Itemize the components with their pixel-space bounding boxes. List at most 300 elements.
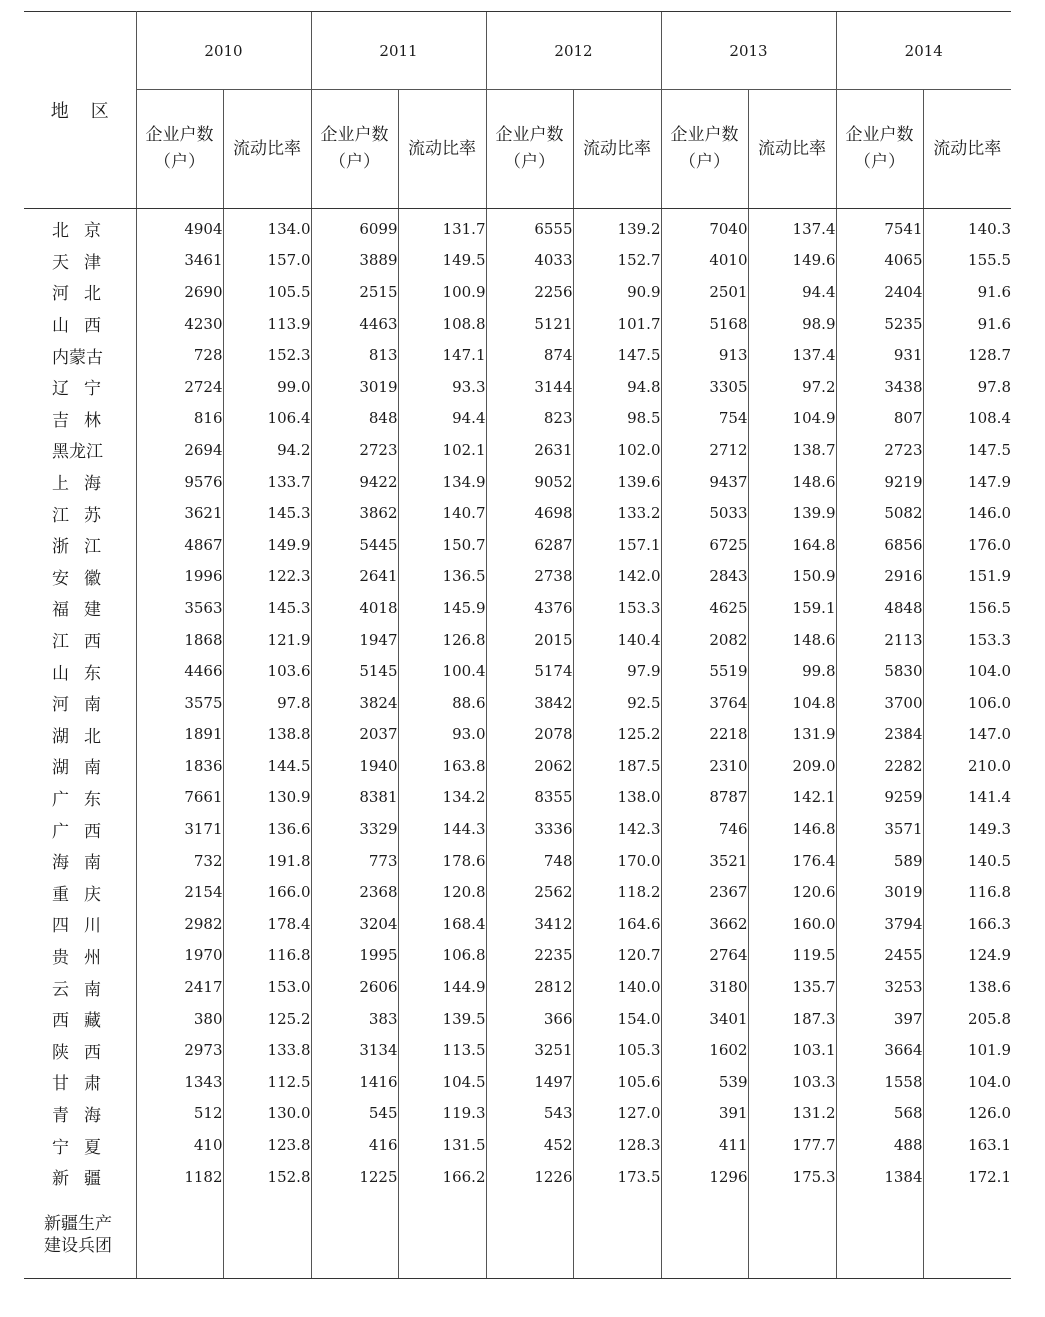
current-ratio-cell: 135.7	[748, 971, 836, 1003]
region-cell: 吉林	[24, 403, 136, 435]
enterprise-count-cell: 8355	[486, 782, 573, 814]
current-ratio-cell: 133.7	[223, 466, 311, 498]
current-ratio-header: 流动比率	[573, 90, 661, 209]
enterprise-count-cell: 1296	[661, 1161, 748, 1193]
enterprise-count-cell: 2723	[836, 434, 923, 466]
enterprise-count-cell: 913	[661, 339, 748, 371]
current-ratio-cell: 90.9	[573, 276, 661, 308]
enterprise-count-cell: 2501	[661, 276, 748, 308]
current-ratio-cell: 113.5	[398, 1034, 486, 1066]
current-ratio-cell: 144.9	[398, 971, 486, 1003]
enterprise-count-cell: 2235	[486, 940, 573, 972]
table-row	[24, 971, 1011, 1003]
enterprise-count-cell: 3204	[311, 908, 398, 940]
enterprise-count-cell: 4625	[661, 592, 748, 624]
enterprise-count-cell: 823	[486, 403, 573, 435]
enterprise-count-cell: 3664	[836, 1034, 923, 1066]
current-ratio-cell: 209.0	[748, 750, 836, 782]
current-ratio-cell: 105.6	[573, 1066, 661, 1098]
table-row	[24, 876, 1011, 908]
enterprise-count-cell: 2738	[486, 561, 573, 593]
current-ratio-cell: 156.5	[923, 592, 1011, 624]
enterprise-count-cell: 5235	[836, 308, 923, 340]
current-ratio-cell: 120.6	[748, 876, 836, 908]
region-cell: 上海	[24, 466, 136, 498]
current-ratio-cell: 172.1	[923, 1161, 1011, 1193]
enterprise-count-cell: 3019	[311, 371, 398, 403]
current-ratio-cell: 92.5	[573, 687, 661, 719]
enterprise-count-cell: 1602	[661, 1034, 748, 1066]
enterprise-count-cell: 3461	[136, 245, 223, 277]
current-ratio-cell: 142.3	[573, 813, 661, 845]
year-header: 2013	[661, 12, 836, 90]
enterprise-count-cell: 807	[836, 403, 923, 435]
sub-header-row	[24, 90, 1011, 209]
current-ratio-cell: 147.0	[923, 719, 1011, 751]
enterprise-count-cell: 1416	[311, 1066, 398, 1098]
enterprise-count-cell: 1343	[136, 1066, 223, 1098]
year-header: 2011	[311, 12, 486, 90]
enterprise-count-header: 企业户数 （户）	[136, 90, 223, 209]
enterprise-count-cell: 5445	[311, 529, 398, 561]
region-cell: 重庆	[24, 876, 136, 908]
current-ratio-cell: 149.5	[398, 245, 486, 277]
current-ratio-cell: 152.7	[573, 245, 661, 277]
current-ratio-cell: 126.0	[923, 1098, 1011, 1130]
enterprise-count-cell: 1996	[136, 561, 223, 593]
value-cell	[223, 1192, 311, 1279]
current-ratio-cell: 88.6	[398, 687, 486, 719]
current-ratio-cell: 205.8	[923, 1003, 1011, 1035]
current-ratio-cell: 168.4	[398, 908, 486, 940]
value-cell	[573, 1192, 661, 1279]
current-ratio-cell: 139.5	[398, 1003, 486, 1035]
table-row	[24, 339, 1011, 371]
enterprise-count-cell: 754	[661, 403, 748, 435]
current-ratio-cell: 116.8	[223, 940, 311, 972]
enterprise-count-cell: 7541	[836, 209, 923, 245]
current-ratio-cell: 103.6	[223, 655, 311, 687]
enterprise-count-cell: 2562	[486, 876, 573, 908]
current-ratio-cell: 153.3	[573, 592, 661, 624]
current-ratio-cell: 146.8	[748, 813, 836, 845]
current-ratio-cell: 133.8	[223, 1034, 311, 1066]
region-cell: 河南	[24, 687, 136, 719]
current-ratio-cell: 140.7	[398, 497, 486, 529]
current-ratio-cell: 120.7	[573, 940, 661, 972]
current-ratio-cell: 101.9	[923, 1034, 1011, 1066]
enterprise-count-cell: 2812	[486, 971, 573, 1003]
current-ratio-cell: 177.7	[748, 1129, 836, 1161]
enterprise-count-cell: 732	[136, 845, 223, 877]
current-ratio-cell: 187.5	[573, 750, 661, 782]
current-ratio-cell: 138.6	[923, 971, 1011, 1003]
enterprise-count-cell: 848	[311, 403, 398, 435]
enterprise-count-cell: 2631	[486, 434, 573, 466]
current-ratio-cell: 145.3	[223, 497, 311, 529]
value-cell	[748, 1192, 836, 1279]
region-cell: 浙江	[24, 529, 136, 561]
table-row	[24, 719, 1011, 751]
enterprise-count-cell: 411	[661, 1129, 748, 1161]
table-row	[24, 1129, 1011, 1161]
enterprise-count-cell: 3412	[486, 908, 573, 940]
enterprise-count-cell: 2037	[311, 719, 398, 751]
current-ratio-cell: 166.2	[398, 1161, 486, 1193]
enterprise-count-cell: 5174	[486, 655, 573, 687]
current-ratio-cell: 126.8	[398, 624, 486, 656]
enterprise-count-cell: 5033	[661, 497, 748, 529]
region-cell: 天津	[24, 245, 136, 277]
enterprise-count-cell: 5145	[311, 655, 398, 687]
current-ratio-cell: 105.3	[573, 1034, 661, 1066]
enterprise-count-cell: 1868	[136, 624, 223, 656]
current-ratio-cell: 148.6	[748, 624, 836, 656]
enterprise-count-cell: 6856	[836, 529, 923, 561]
enterprise-count-cell: 9219	[836, 466, 923, 498]
current-ratio-cell: 160.0	[748, 908, 836, 940]
table-row	[24, 561, 1011, 593]
enterprise-count-cell: 2062	[486, 750, 573, 782]
enterprise-count-cell: 410	[136, 1129, 223, 1161]
table-row	[24, 655, 1011, 687]
enterprise-count-cell: 2694	[136, 434, 223, 466]
current-ratio-cell: 149.6	[748, 245, 836, 277]
enterprise-count-cell: 2367	[661, 876, 748, 908]
current-ratio-cell: 131.7	[398, 209, 486, 245]
current-ratio-cell: 140.4	[573, 624, 661, 656]
enterprise-count-cell: 6287	[486, 529, 573, 561]
enterprise-count-cell: 3134	[311, 1034, 398, 1066]
enterprise-count-cell: 3019	[836, 876, 923, 908]
enterprise-count-cell: 568	[836, 1098, 923, 1130]
enterprise-count-cell: 728	[136, 339, 223, 371]
enterprise-count-cell: 416	[311, 1129, 398, 1161]
current-ratio-cell: 112.5	[223, 1066, 311, 1098]
enterprise-count-cell: 2282	[836, 750, 923, 782]
current-ratio-cell: 178.4	[223, 908, 311, 940]
table-row	[24, 403, 1011, 435]
current-ratio-cell: 128.3	[573, 1129, 661, 1161]
current-ratio-cell: 166.3	[923, 908, 1011, 940]
table-row	[24, 371, 1011, 403]
enterprise-count-cell: 391	[661, 1098, 748, 1130]
current-ratio-cell: 106.0	[923, 687, 1011, 719]
enterprise-count-cell: 3563	[136, 592, 223, 624]
enterprise-count-cell: 4904	[136, 209, 223, 245]
enterprise-count-cell: 3251	[486, 1034, 573, 1066]
region-cell: 新疆	[24, 1161, 136, 1193]
current-ratio-cell: 100.9	[398, 276, 486, 308]
enterprise-count-cell: 2015	[486, 624, 573, 656]
enterprise-count-cell: 4376	[486, 592, 573, 624]
enterprise-count-cell: 452	[486, 1129, 573, 1161]
current-ratio-cell: 104.0	[923, 1066, 1011, 1098]
enterprise-count-cell: 4010	[661, 245, 748, 277]
current-ratio-cell: 144.3	[398, 813, 486, 845]
current-ratio-cell: 134.2	[398, 782, 486, 814]
enterprise-count-cell: 2515	[311, 276, 398, 308]
current-ratio-cell: 152.3	[223, 339, 311, 371]
enterprise-count-cell: 383	[311, 1003, 398, 1035]
table-row	[24, 592, 1011, 624]
current-ratio-cell: 140.3	[923, 209, 1011, 245]
region-cell: 河北	[24, 276, 136, 308]
enterprise-count-cell: 3305	[661, 371, 748, 403]
enterprise-count-cell: 816	[136, 403, 223, 435]
enterprise-count-header: 企业户数 （户）	[486, 90, 573, 209]
current-ratio-cell: 139.6	[573, 466, 661, 498]
table-row	[24, 782, 1011, 814]
enterprise-count-cell: 1947	[311, 624, 398, 656]
table-row	[24, 308, 1011, 340]
current-ratio-cell: 139.2	[573, 209, 661, 245]
enterprise-count-cell: 1384	[836, 1161, 923, 1193]
current-ratio-cell: 121.9	[223, 624, 311, 656]
current-ratio-cell: 127.0	[573, 1098, 661, 1130]
current-ratio-cell: 118.2	[573, 876, 661, 908]
enterprise-count-cell: 380	[136, 1003, 223, 1035]
enterprise-count-cell: 3842	[486, 687, 573, 719]
current-ratio-cell: 134.9	[398, 466, 486, 498]
enterprise-count-cell: 6099	[311, 209, 398, 245]
current-ratio-cell: 142.1	[748, 782, 836, 814]
current-ratio-cell: 144.5	[223, 750, 311, 782]
enterprise-count-cell: 2712	[661, 434, 748, 466]
current-ratio-cell: 137.4	[748, 339, 836, 371]
enterprise-count-cell: 1225	[311, 1161, 398, 1193]
enterprise-count-cell: 7661	[136, 782, 223, 814]
current-ratio-cell: 170.0	[573, 845, 661, 877]
region-cell: 青海	[24, 1098, 136, 1130]
current-ratio-cell: 128.7	[923, 339, 1011, 371]
enterprise-count-cell: 5121	[486, 308, 573, 340]
current-ratio-cell: 134.0	[223, 209, 311, 245]
region-cell: 北京	[24, 209, 136, 245]
current-ratio-cell: 133.2	[573, 497, 661, 529]
current-ratio-cell: 93.0	[398, 719, 486, 751]
enterprise-count-cell: 1940	[311, 750, 398, 782]
enterprise-count-cell: 3521	[661, 845, 748, 877]
table-row	[24, 245, 1011, 277]
current-ratio-cell: 97.9	[573, 655, 661, 687]
current-ratio-header: 流动比率	[398, 90, 486, 209]
enterprise-count-cell: 1995	[311, 940, 398, 972]
enterprise-count-cell: 512	[136, 1098, 223, 1130]
region-cell: 安徽	[24, 561, 136, 593]
enterprise-count-cell: 366	[486, 1003, 573, 1035]
table-row	[24, 1034, 1011, 1066]
table-row	[24, 466, 1011, 498]
current-ratio-cell: 106.4	[223, 403, 311, 435]
enterprise-count-cell: 2256	[486, 276, 573, 308]
enterprise-count-cell: 5082	[836, 497, 923, 529]
enterprise-count-cell: 1836	[136, 750, 223, 782]
current-ratio-cell: 142.0	[573, 561, 661, 593]
enterprise-count-cell: 2368	[311, 876, 398, 908]
table-row	[24, 434, 1011, 466]
enterprise-count-cell: 3438	[836, 371, 923, 403]
current-ratio-cell: 99.0	[223, 371, 311, 403]
enterprise-count-cell: 773	[311, 845, 398, 877]
enterprise-count-cell: 2690	[136, 276, 223, 308]
current-ratio-cell: 136.5	[398, 561, 486, 593]
current-ratio-cell: 157.0	[223, 245, 311, 277]
current-ratio-cell: 119.3	[398, 1098, 486, 1130]
enterprise-count-cell: 3575	[136, 687, 223, 719]
enterprise-count-cell: 2154	[136, 876, 223, 908]
region-cell: 贵州	[24, 940, 136, 972]
table-row	[24, 750, 1011, 782]
current-ratio-cell: 153.0	[223, 971, 311, 1003]
enterprise-count-cell: 1558	[836, 1066, 923, 1098]
enterprise-count-cell: 4867	[136, 529, 223, 561]
enterprise-count-cell: 2764	[661, 940, 748, 972]
current-ratio-cell: 154.0	[573, 1003, 661, 1035]
enterprise-count-cell: 4848	[836, 592, 923, 624]
enterprise-count-cell: 3253	[836, 971, 923, 1003]
current-ratio-cell: 149.3	[923, 813, 1011, 845]
current-ratio-cell: 113.9	[223, 308, 311, 340]
current-ratio-cell: 104.9	[748, 403, 836, 435]
enterprise-count-cell: 488	[836, 1129, 923, 1161]
table-row	[24, 276, 1011, 308]
enterprise-count-cell: 589	[836, 845, 923, 877]
enterprise-count-cell: 3144	[486, 371, 573, 403]
current-ratio-cell: 138.8	[223, 719, 311, 751]
enterprise-count-cell: 2641	[311, 561, 398, 593]
current-ratio-cell: 131.5	[398, 1129, 486, 1161]
current-ratio-header: 流动比率	[748, 90, 836, 209]
current-ratio-cell: 147.5	[923, 434, 1011, 466]
enterprise-count-cell: 748	[486, 845, 573, 877]
region-cell: 广西	[24, 813, 136, 845]
enterprise-count-header: 企业户数 （户）	[661, 90, 748, 209]
table-body	[24, 209, 1011, 1279]
enterprise-count-cell: 3824	[311, 687, 398, 719]
current-ratio-cell: 145.9	[398, 592, 486, 624]
current-ratio-cell: 191.8	[223, 845, 311, 877]
enterprise-count-cell: 3700	[836, 687, 923, 719]
current-ratio-header: 流动比率	[923, 90, 1011, 209]
enterprise-count-cell: 4018	[311, 592, 398, 624]
enterprise-count-cell: 8787	[661, 782, 748, 814]
current-ratio-cell: 99.8	[748, 655, 836, 687]
table-row	[24, 845, 1011, 877]
current-ratio-cell: 155.5	[923, 245, 1011, 277]
enterprise-count-cell: 6555	[486, 209, 573, 245]
enterprise-count-cell: 397	[836, 1003, 923, 1035]
value-cell	[661, 1192, 748, 1279]
enterprise-count-cell: 6725	[661, 529, 748, 561]
current-ratio-cell: 120.8	[398, 876, 486, 908]
table-row	[24, 1003, 1011, 1035]
current-ratio-cell: 125.2	[223, 1003, 311, 1035]
enterprise-count-cell: 2310	[661, 750, 748, 782]
enterprise-count-cell: 746	[661, 813, 748, 845]
current-ratio-cell: 94.8	[573, 371, 661, 403]
enterprise-count-cell: 1970	[136, 940, 223, 972]
value-cell	[923, 1192, 1011, 1279]
table-row	[24, 940, 1011, 972]
current-ratio-cell: 98.5	[573, 403, 661, 435]
region-cell: 山西	[24, 308, 136, 340]
current-ratio-cell: 91.6	[923, 308, 1011, 340]
enterprise-count-cell: 3329	[311, 813, 398, 845]
enterprise-count-cell: 2916	[836, 561, 923, 593]
current-ratio-cell: 98.9	[748, 308, 836, 340]
enterprise-count-cell: 539	[661, 1066, 748, 1098]
enterprise-count-cell: 9576	[136, 466, 223, 498]
enterprise-count-cell: 3862	[311, 497, 398, 529]
enterprise-count-cell: 9259	[836, 782, 923, 814]
current-ratio-cell: 123.8	[223, 1129, 311, 1161]
table-row	[24, 1098, 1011, 1130]
enterprise-count-cell: 4463	[311, 308, 398, 340]
enterprise-count-header: 企业户数 （户）	[836, 90, 923, 209]
enterprise-count-cell: 874	[486, 339, 573, 371]
value-cell	[486, 1192, 573, 1279]
current-ratio-cell: 104.8	[748, 687, 836, 719]
current-ratio-cell: 187.3	[748, 1003, 836, 1035]
current-ratio-cell: 97.8	[223, 687, 311, 719]
current-ratio-cell: 153.3	[923, 624, 1011, 656]
current-ratio-cell: 130.0	[223, 1098, 311, 1130]
region-cell: 陕西	[24, 1034, 136, 1066]
current-ratio-cell: 124.9	[923, 940, 1011, 972]
enterprise-count-cell: 3794	[836, 908, 923, 940]
enterprise-count-cell: 2723	[311, 434, 398, 466]
region-cell: 福建	[24, 592, 136, 624]
table-row	[24, 497, 1011, 529]
current-ratio-cell: 210.0	[923, 750, 1011, 782]
current-ratio-cell: 157.1	[573, 529, 661, 561]
region-cell: 云南	[24, 971, 136, 1003]
current-ratio-cell: 122.3	[223, 561, 311, 593]
enterprise-count-header: 企业户数 （户）	[311, 90, 398, 209]
enterprise-count-cell: 2982	[136, 908, 223, 940]
table-row	[24, 813, 1011, 845]
enterprise-count-cell: 3764	[661, 687, 748, 719]
current-ratio-cell: 94.4	[748, 276, 836, 308]
enterprise-count-cell: 2973	[136, 1034, 223, 1066]
enterprise-count-cell: 2113	[836, 624, 923, 656]
region-cell: 甘肃	[24, 1066, 136, 1098]
current-ratio-cell: 151.9	[923, 561, 1011, 593]
table-row	[24, 687, 1011, 719]
current-ratio-cell: 116.8	[923, 876, 1011, 908]
enterprise-count-cell: 1226	[486, 1161, 573, 1193]
current-ratio-cell: 140.0	[573, 971, 661, 1003]
current-ratio-cell: 141.4	[923, 782, 1011, 814]
current-ratio-cell: 101.7	[573, 308, 661, 340]
current-ratio-cell: 147.1	[398, 339, 486, 371]
region-cell: 宁夏	[24, 1129, 136, 1161]
current-ratio-cell: 105.5	[223, 276, 311, 308]
current-ratio-cell: 94.4	[398, 403, 486, 435]
value-cell	[836, 1192, 923, 1279]
region-cell: 海南	[24, 845, 136, 877]
enterprise-count-cell: 813	[311, 339, 398, 371]
region-cell: 山东	[24, 655, 136, 687]
enterprise-count-cell: 545	[311, 1098, 398, 1130]
current-ratio-cell: 145.3	[223, 592, 311, 624]
region-column-header	[24, 12, 136, 209]
region-cell: 江西	[24, 624, 136, 656]
current-ratio-cell: 149.9	[223, 529, 311, 561]
current-ratio-cell: 163.8	[398, 750, 486, 782]
enterprise-count-cell: 2404	[836, 276, 923, 308]
